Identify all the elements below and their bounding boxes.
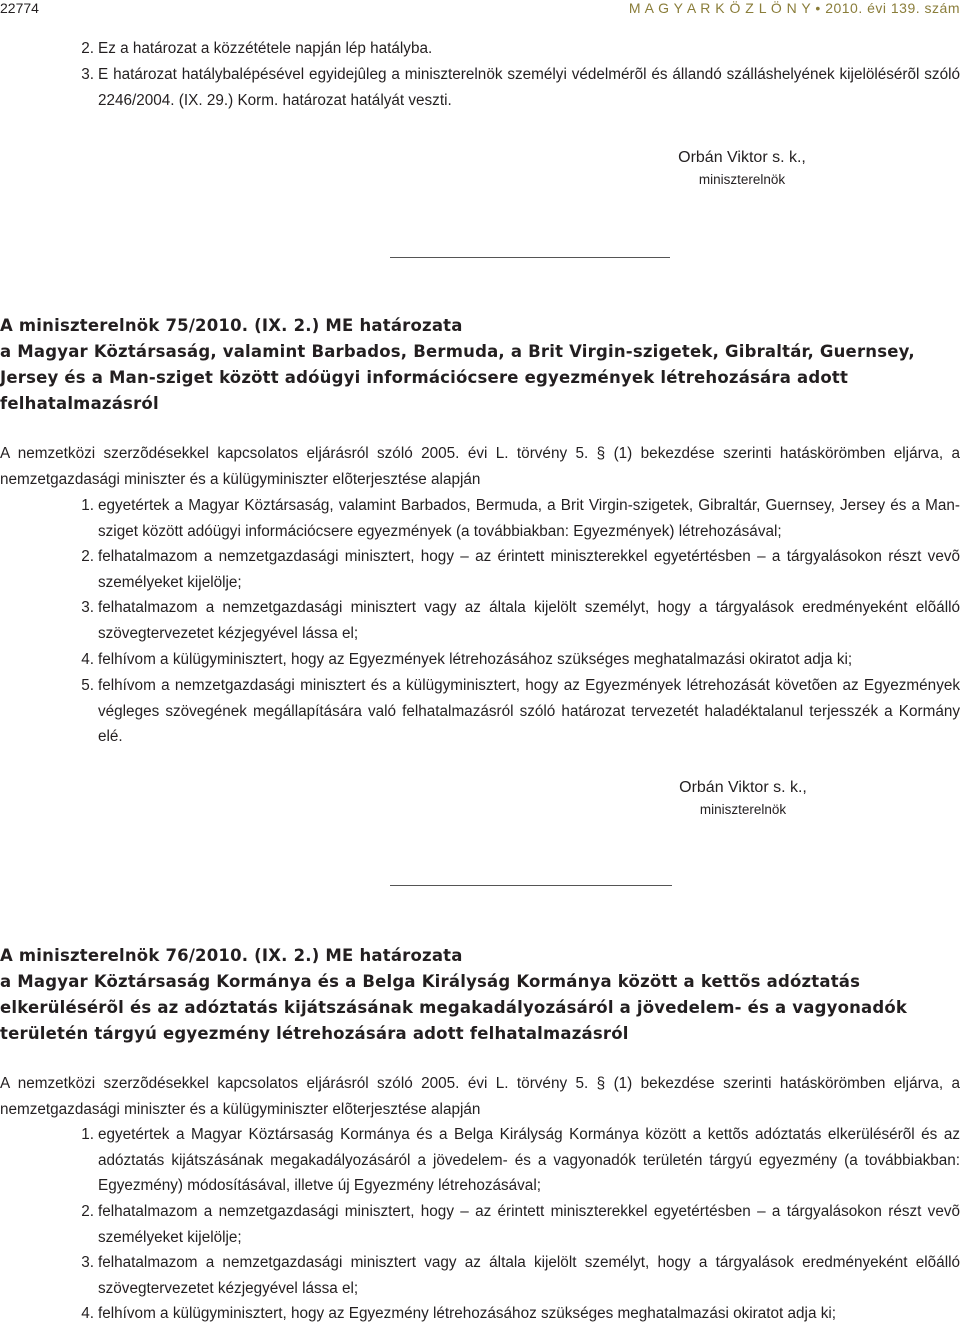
list-item bbox=[76, 673, 960, 750]
item-text: Ez a határozat a közzététele napján lép hatályba. bbox=[98, 40, 433, 57]
list-item bbox=[76, 1199, 960, 1250]
item-text: felhatalmazom a nemzetgazdasági minisztert, hogy – az érintett miniszterekkel egyetértésben – a tárgyalásokon részt vevõ személyeket kijelölje; bbox=[98, 548, 960, 591]
item-text: E határozat hatálybalépésével egyidejûleg a miniszterelnök személyi védelmérõl és állandó szálláshelyének kijelölésérõl szóló 2246/2004. (IX. 29.) Korm. határozat hatályát veszti. bbox=[98, 66, 960, 109]
signatory-name: Orbán Viktor s. k., bbox=[678, 149, 806, 166]
item-number: 4. bbox=[81, 651, 94, 668]
item-number: 3. bbox=[81, 1254, 94, 1271]
section-divider bbox=[390, 257, 670, 258]
list-item bbox=[76, 1122, 960, 1199]
item-text: felhívom a nemzetgazdasági minisztert és a külügyminisztert, hogy az Egyezmények létrehozását követõen az Egyezmények végleges szövegének megállapítására való felhatalmazásról szóló határozat tervezetét haladéktalanul terjesszék a Kormány elé. bbox=[98, 677, 960, 745]
list-item bbox=[76, 544, 960, 595]
item-text: felhívom a külügyminisztert, hogy az Egyezmények létrehozásához szükséges meghatalmazási okiratot adja ki; bbox=[98, 651, 853, 668]
signatory-role: miniszterelnök bbox=[699, 802, 787, 817]
page-header bbox=[0, 0, 960, 22]
preamble: A nemzetközi szerzõdésekkel kapcsolatos eljárásról szóló 2005. évi L. törvény 5. § (1) bekezdése szerinti hatáskörömben eljárva, a nemzetgazdasági miniszter és a külügyminiszter elõterjesztése alapján bbox=[0, 445, 960, 488]
list-item bbox=[76, 493, 960, 544]
gazette-title: M A G Y A R K Ö Z L Ö N Y • 2010. évi 139. szám bbox=[628, 0, 960, 16]
signatory-name: Orbán Viktor s. k., bbox=[679, 779, 807, 796]
item-number: 2. bbox=[81, 1203, 94, 1220]
decision-subject: a Magyar Köztársaság Kormánya és a Belga Királyság Kormánya között a kettõs adóztatás elkerülésérõl és az adóztatás kijátszásának megakadályozásáról a jövedelem- és a vagyonadók területén tárgyú egyezmény létrehozására adott felhatalmazásról bbox=[0, 972, 908, 1043]
item-text: felhívom a külügyminisztert, hogy az Egyezmény létrehozásához szükséges meghatalmazási okiratot adja ki; bbox=[98, 1305, 837, 1322]
item-text: felhatalmazom a nemzetgazdasági minisztert vagy az általa kijelölt személyt, hogy a tárgyalások eredményeként elõálló szövegtervezetet kézjegyével lássa el; bbox=[98, 599, 960, 642]
list-item bbox=[76, 1301, 960, 1327]
decision-subject: a Magyar Köztársaság, valamint Barbados, Bermuda, a Brit Virgin-szigetek, Gibraltár, Guernsey, Jersey és a Man-sziget között adóügyi információcsere egyezmények létrehozására adott felhatalmazásról bbox=[0, 342, 915, 413]
item-text: egyetértek a Magyar Köztársaság, valamint Barbados, Bermuda, a Brit Virgin-szigetek, Gibraltár, Guernsey, Jersey és a Man-sziget között adóügyi információcsere egyezmények (a továbbiakban: Egyezmények) létrehozásával; bbox=[98, 497, 960, 540]
item-number: 5. bbox=[81, 677, 94, 694]
item-text: felhatalmazom a nemzetgazdasági minisztert, hogy – az érintett miniszterekkel egyetértésben – a tárgyalásokon részt vevõ személyeket kijelölje; bbox=[98, 1203, 960, 1246]
list-item bbox=[76, 1250, 960, 1301]
item-text: felhatalmazom a nemzetgazdasági minisztert vagy az általa kijelölt személyt, hogy a tárgyalások eredményeként elõálló szövegtervezetet kézjegyével lássa el; bbox=[98, 1254, 960, 1297]
list-item bbox=[76, 595, 960, 646]
list-item bbox=[76, 36, 960, 62]
item-number: 4. bbox=[81, 1305, 94, 1322]
item-number: 1. bbox=[81, 1126, 94, 1143]
list-item bbox=[76, 647, 960, 673]
signature-block bbox=[642, 146, 842, 190]
item-number: 3. bbox=[81, 66, 94, 83]
item-text: egyetértek a Magyar Köztársaság Kormánya és a Belga Királyság Kormánya között a kettõs adóztatás elkerülésérõl és az adóztatás kijátszásának megakadályozásáról a jövedelem- és a vagyonadók területén tárgyú egyezmény (a továbbiakban: Egyezmény) módosításával, illetve új Egyezmény létrehozásával; bbox=[98, 1126, 960, 1194]
item-number: 1. bbox=[81, 497, 94, 514]
decision-heading: A miniszterelnök 76/2010. (IX. 2.) ME határozata bbox=[0, 946, 463, 965]
preamble: A nemzetközi szerzõdésekkel kapcsolatos eljárásról szóló 2005. évi L. törvény 5. § (1) bekezdése szerinti hatáskörömben eljárva, a nemzetgazdasági miniszter és a külügyminiszter elõterjesztése alapján bbox=[0, 1075, 960, 1118]
signatory-role: miniszterelnök bbox=[698, 172, 786, 187]
item-number: 3. bbox=[81, 599, 94, 616]
section-divider bbox=[390, 885, 672, 886]
item-number: 2. bbox=[81, 40, 94, 57]
list-item bbox=[76, 62, 960, 113]
decision-heading: A miniszterelnök 75/2010. (IX. 2.) ME határozata bbox=[0, 316, 463, 335]
item-number: 2. bbox=[81, 548, 94, 565]
signature-block bbox=[643, 776, 843, 820]
page-number: 22774 bbox=[0, 0, 39, 16]
